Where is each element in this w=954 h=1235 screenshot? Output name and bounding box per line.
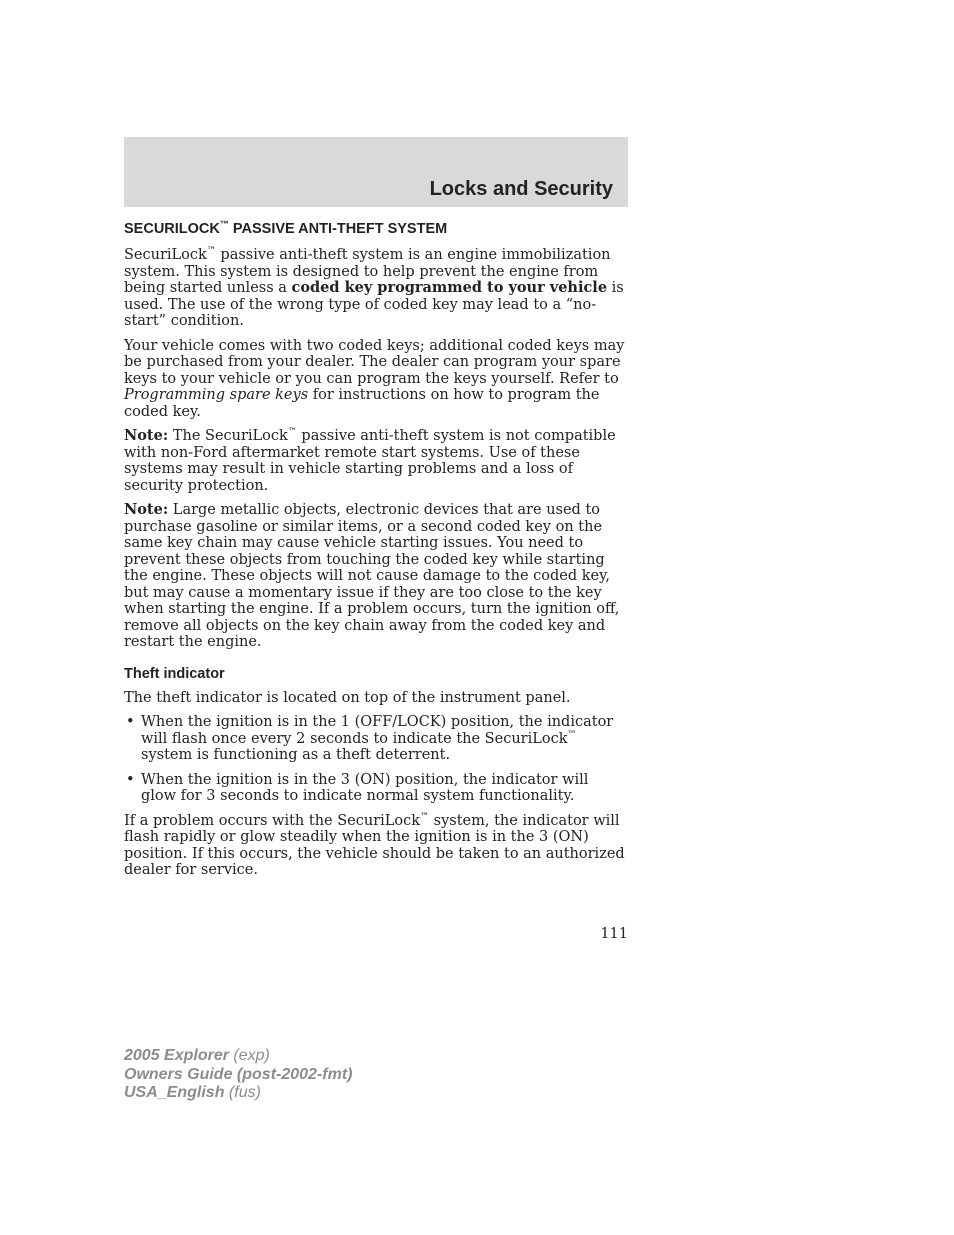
section-heading: SECURILOCK™ PASSIVE ANTI-THEFT SYSTEM [124, 219, 448, 237]
list-item: • When the ignition is in the 1 (OFF/LOCK) position, the indicator will flash once every 2 seconds to indicate the SecuriLock™ system is functioning as a theft deterrent. [124, 714, 628, 764]
footer-line-language: USA_English (fus) [124, 1084, 261, 1101]
note-remote-start: Note: The SecuriLock™ passive anti-theft system is not compatible with non-Ford aftermarket remote start systems. Use of these systems may result in vehicle starting problems and a loss of security protection. [124, 427, 616, 494]
paragraph-coded-keys: Your vehicle comes with two coded keys; additional coded keys may be purchased from your dealer. The dealer can program your spare keys to your vehicle or you can program the keys yourself. Refer to Programming spare keys for instructions on how to program the coded key. [124, 337, 625, 420]
page-content [124, 220, 628, 887]
footer-line-model: 2005 Explorer (exp) [124, 1047, 270, 1064]
list-item: • When the ignition is in the 3 (ON) position, the indicator will glow for 3 seconds to indicate normal system functionality. [124, 772, 628, 805]
note-metallic-objects: Note: Large metallic objects, electronic devices that are used to purchase gasoline or similar items, or a second coded key on the same key chain may cause vehicle starting issues. You need to prevent these objects from touching the coded key while starting the engine. These objects will not cause damage to the coded key, but may cause a momentary issue if they are too close to the key when starting the engine. If a problem occurs, turn the ignition off, remove all objects on the key chain away from the coded key and restart the engine. [124, 501, 620, 650]
paragraph-intro: SecuriLock™ passive anti-theft system is an engine immobilization system. This system is designed to help prevent the engine from being started unless a coded key programmed to your vehicle is used. The use of the wrong type of coded key may lead to a “no-start” condition. [124, 246, 624, 329]
footer-line-guide: Owners Guide (post-2002-fmt) [124, 1065, 353, 1083]
chapter-title: Locks and Security [429, 178, 613, 200]
paragraph-theft-intro: The theft indicator is located on top of the instrument panel. [124, 689, 571, 706]
paragraph-closing: If a problem occurs with the SecuriLock™ system, the indicator will flash rapidly or glow steadily when the ignition is in the 3 (ON) position. If this occurs, the vehicle should be taken to an authorized dealer for service. [124, 811, 625, 878]
note-label: Note: [124, 501, 169, 518]
trademark-mark: ™ [420, 811, 430, 822]
trademark-mark: ™ [206, 246, 216, 257]
bullet-list [124, 714, 628, 805]
cross-reference: Programming spare keys [124, 387, 309, 403]
subsection-heading: Theft indicator [124, 665, 225, 682]
header-band [124, 137, 628, 207]
trademark-mark: ™ [567, 729, 577, 740]
document-footer [124, 1047, 352, 1103]
page-number: 111 [600, 926, 628, 942]
bold-phrase: coded key programmed to your vehicle [291, 279, 608, 296]
trademark-mark: ™ [219, 219, 229, 230]
note-label: Note: [124, 427, 169, 444]
trademark-mark: ™ [287, 427, 297, 438]
